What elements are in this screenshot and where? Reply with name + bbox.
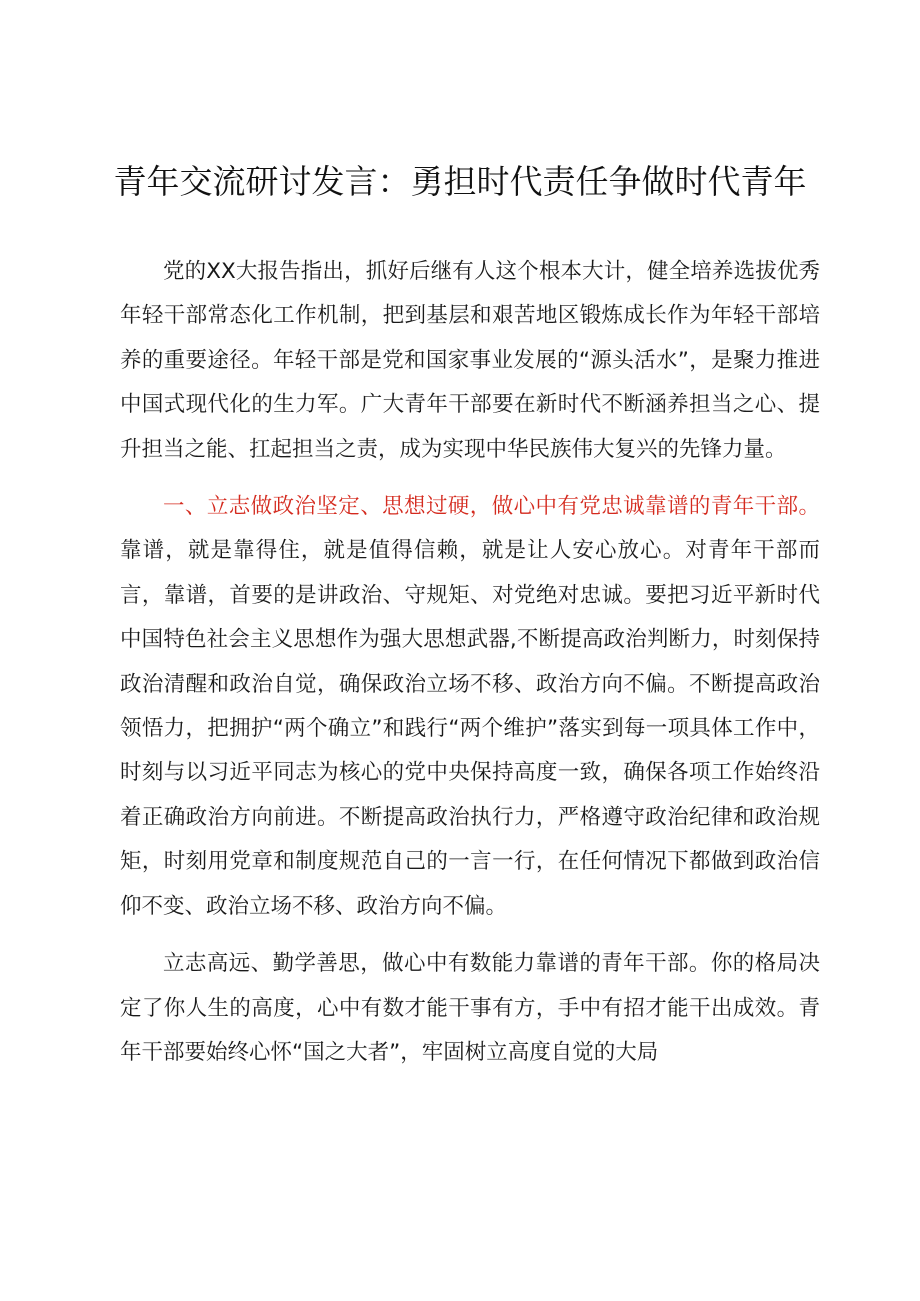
paragraph-section-one	[120, 485, 820, 929]
document-body	[120, 250, 820, 1088]
paragraph-intro-text: 党的XX大报告指出，抓好后继有人这个根本大计，健全培养选拔优秀年轻干部常态化工作机制，把到基层和艰苦地区锻炼成长作为年轻干部培养的重要途径。年轻干部是党和国家事业发展的“源头活水”，是聚力推进中国式现代化的生力军。广大青年干部要在新时代不断涵养担当之心、提升担当之能、扛起担当之责，成为实现中华民族伟大复兴的先锋力量。	[120, 259, 820, 462]
paragraph-ambition-text: 立志高远、勤学善思，做心中有数能力靠谱的青年干部。你的格局决定了你人生的高度，心中有数才能干事有方，手中有招才能干出成效。青年干部要始终心怀“国之大者”，牢固树立高度自觉的大局	[120, 951, 820, 1065]
document-title: 青年交流研讨发言：勇担时代责任争做时代青年	[113, 162, 807, 201]
paragraph-ambition	[120, 942, 820, 1075]
section-one-text: 靠谱，就是靠得住，就是值得信赖，就是让人安心放心。对青年干部而言，靠谱，首要的是讲政治、守规矩、对党绝对忠诚。要把习近平新时代中国特色社会主义思想作为强大思想武器,不断提高政治判断力，时刻保持政治清醒和政治自觉，确保政治立场不移、政治方向不偏。不断提高政治领悟力，把拥护“两个确立”和践行“两个维护”落实到每一项具体工作中，时刻与以习近平同志为核心的党中央保持高度一致，确保各项工作始终沿着正确政治方向前进。不断提高政治执行力，严格遵守政治纪律和政治规矩，时刻用党章和制度规范自己的一言一行，在任何情况下都做到政治信仰不变、政治立场不移、政治方向不偏。	[120, 538, 820, 919]
paragraph-intro	[120, 250, 820, 472]
section-one-heading: 一、立志做政治坚定、思想过硬，做心中有党忠诚靠谱的青年干部。	[163, 494, 820, 520]
